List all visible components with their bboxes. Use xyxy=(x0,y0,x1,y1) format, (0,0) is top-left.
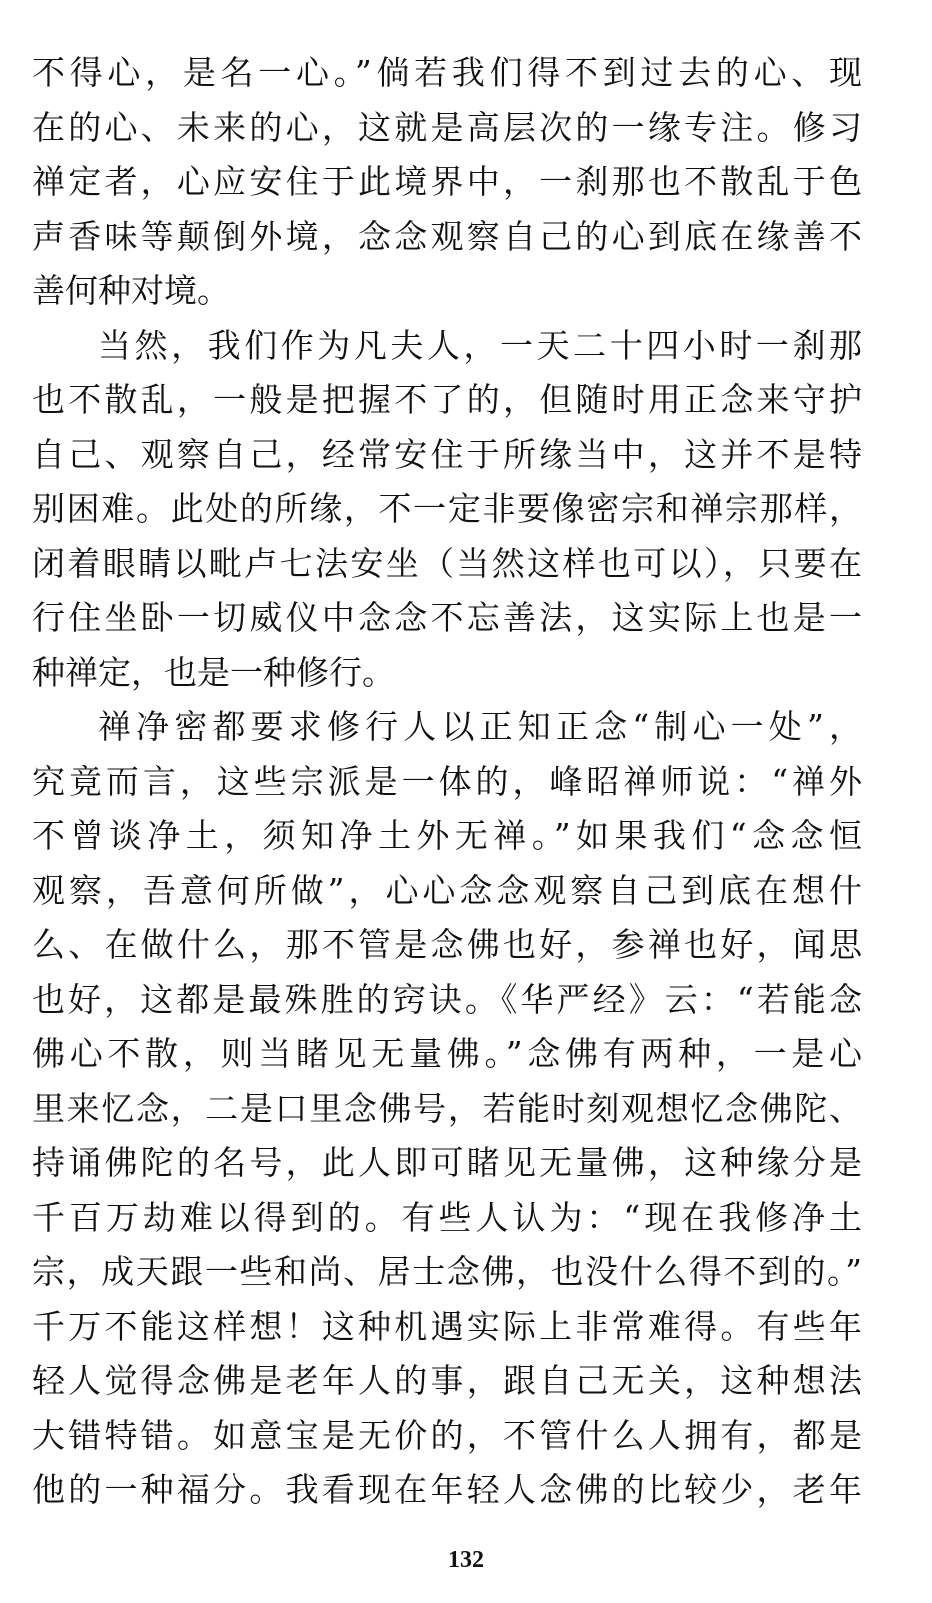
text-line: 在的心、未来的心，这就是高层次的一缘专注。修习 xyxy=(32,107,862,147)
text-line: 自己、观察自己，经常安住于所缘当中，这并不是特 xyxy=(32,434,862,474)
page-number: 132 xyxy=(448,1547,484,1573)
text-line: 千百万劫难以得到的。有些人认为：“现在我修净土 xyxy=(32,1197,862,1237)
text-line: 持诵佛陀的名号，此人即可睹见无量佛，这种缘分是 xyxy=(32,1143,862,1182)
text-line: 他的一种福分。我看现在年轻人念佛的比较少，老年 xyxy=(32,1470,862,1509)
text-line: 也好，这都是最殊胜的窍诀。《华严经》云：“若能念 xyxy=(32,979,862,1019)
text-line: 声香味等颠倒外境，念念观察自己的心到底在缘善不 xyxy=(32,216,862,256)
body-text xyxy=(32,46,862,1518)
text-line: 种禅定，也是一种修行。 xyxy=(32,652,395,692)
text-line: 禅定者，心应安住于此境界中，一刹那也不散乱于色 xyxy=(32,162,862,201)
paragraph-start-line: 当然，我们作为凡夫人，一天二十四小时一刹那 xyxy=(98,325,862,365)
text-line: 行住坐卧一切威仪中念念不忘善法，这实际上也是一 xyxy=(32,598,862,637)
text-line: 千万不能这样想！这种机遇实际上非常难得。有些年 xyxy=(32,1306,862,1346)
text-line: 大错特错。如意宝是无价的，不管什么人拥有，都是 xyxy=(32,1415,862,1455)
text-line: 别困难。此处的所缘，不一定非要像密宗和禅宗那样， xyxy=(32,489,862,528)
text-line: 里来忆念，二是口里念佛号，若能时刻观想忆念佛陀、 xyxy=(32,1088,862,1128)
text-line: 不曾谈净土，须知净土外无禅。”如果我们“念念恒 xyxy=(32,816,862,855)
text-line: 不得心，是名一心。”倘若我们得不到过去的心、现 xyxy=(32,53,862,92)
text-line: 观察，吾意何所做”，心心念念观察自己到底在想什 xyxy=(32,870,862,910)
text-line: 究竟而言，这些宗派是一体的，峰昭禅师说：“禅外 xyxy=(32,761,862,801)
text-line: 佛心不散，则当睹见无量佛。”念佛有两种，一是心 xyxy=(32,1034,862,1073)
text-line: 宗，成天跟一些和尚、居士念佛，也没什么得不到的。” xyxy=(32,1252,862,1291)
text-line: 善何种对境。 xyxy=(32,271,230,310)
text-line: 也不散乱，一般是把握不了的，但随时用正念来守护 xyxy=(32,380,862,419)
paragraph-start-line: 禅净密都要求修行人以正知正念“制心一处”， xyxy=(98,707,862,746)
text-line: 闭着眼睛以毗卢七法安坐（当然这样也可以），只要在 xyxy=(32,543,862,583)
text-line: 轻人觉得念佛是老年人的事，跟自己无关，这种想法 xyxy=(32,1361,862,1400)
text-line: 么、在做什么，那不管是念佛也好，参禅也好，闻思 xyxy=(32,925,862,964)
